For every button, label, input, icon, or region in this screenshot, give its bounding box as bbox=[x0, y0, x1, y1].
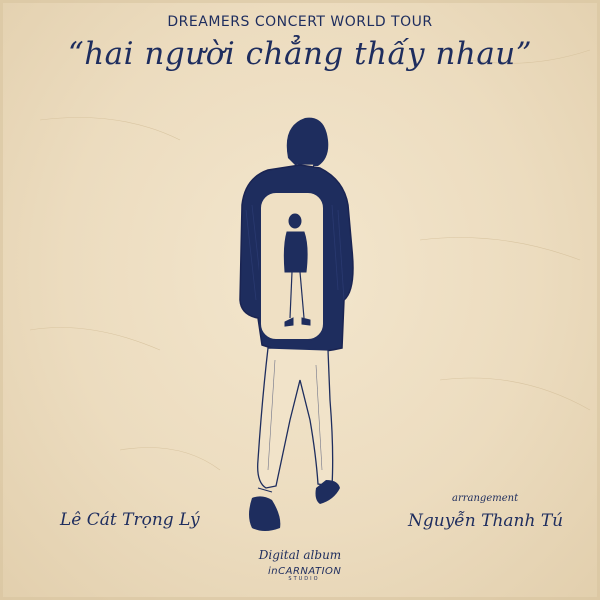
artist-name: Lê Cát Trọng Lý bbox=[60, 510, 200, 530]
studio-name: inCARNATION bbox=[268, 566, 342, 577]
left-shoe bbox=[249, 496, 280, 531]
album-title: “hai người chẳng thấy nhau” bbox=[67, 36, 533, 72]
tour-title: DREAMERS CONCERT WORLD TOUR bbox=[167, 14, 433, 30]
arranger-name: Nguyễn Thanh Tú bbox=[408, 511, 564, 531]
arrangement-label: arrangement bbox=[452, 493, 519, 504]
head bbox=[287, 118, 329, 166]
studio-sub: STUDIO bbox=[288, 576, 320, 582]
format-label: Digital album bbox=[258, 548, 342, 562]
trousers bbox=[258, 348, 333, 488]
studio-logo bbox=[268, 566, 340, 582]
